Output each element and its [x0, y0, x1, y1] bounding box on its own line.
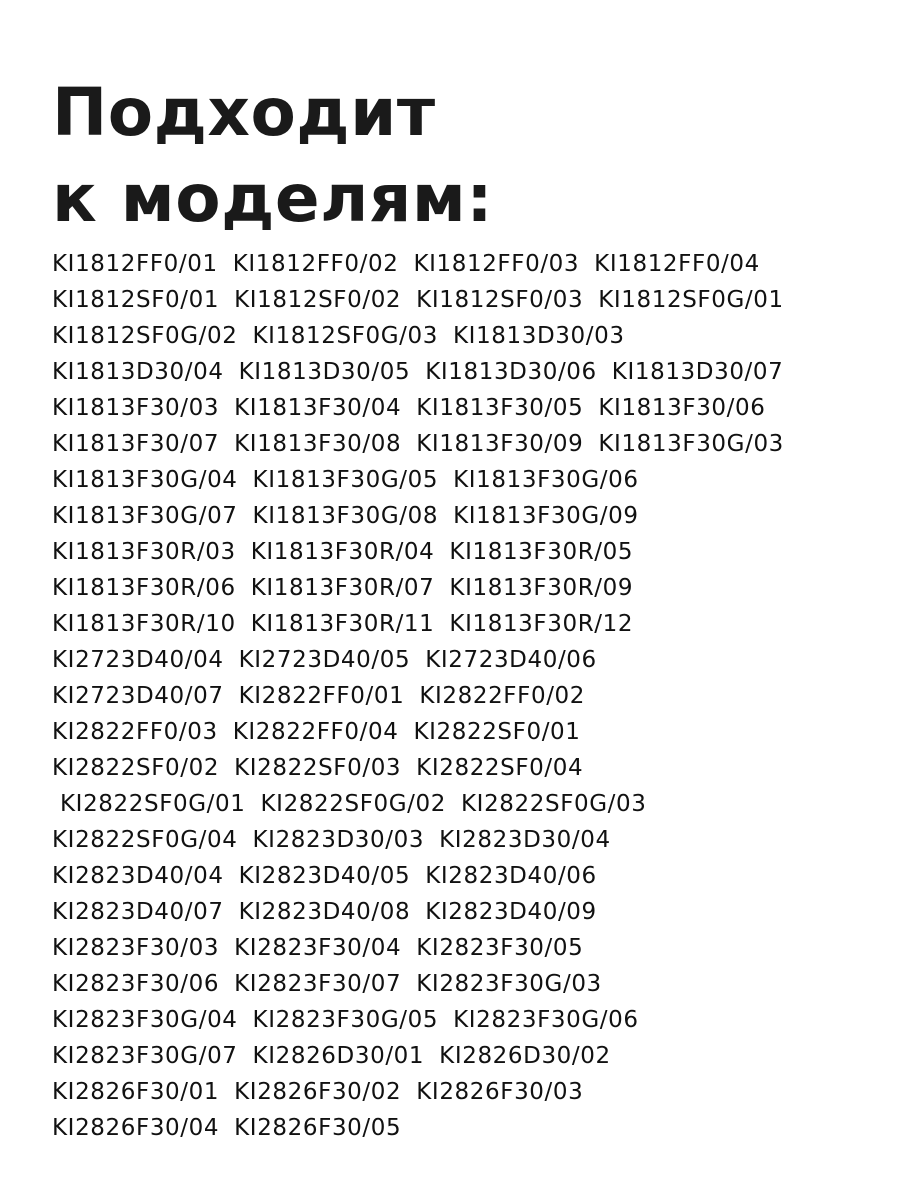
model-code: KI2822SF0G/02	[260, 791, 446, 817]
model-code: KI2823D40/05	[238, 863, 411, 889]
model-list-line	[52, 642, 892, 678]
model-code: KI2822SF0/01	[413, 719, 581, 745]
model-list-line	[52, 858, 892, 894]
model-list-line	[52, 570, 892, 606]
model-code: KI1813F30R/05	[449, 539, 634, 565]
model-code: KI2823F30G/04	[52, 1007, 238, 1033]
model-code: KI2822SF0/03	[234, 755, 402, 781]
model-code: KI2826F30/03	[416, 1079, 584, 1105]
model-code: KI1812FF0/03	[413, 251, 580, 277]
model-code: KI2826F30/01	[52, 1079, 220, 1105]
model-code: KI2822SF0/04	[416, 755, 584, 781]
model-code: KI2822SF0G/04	[52, 827, 238, 853]
model-code: KI1813F30R/12	[449, 611, 634, 637]
model-code: KI1812FF0/01	[52, 251, 218, 277]
model-list-line	[52, 1110, 892, 1146]
model-code: KI1813F30G/03	[598, 431, 784, 457]
model-code: KI1813D30/05	[238, 359, 411, 385]
model-code: KI2822FF0/03	[52, 719, 218, 745]
model-code: KI1813F30/05	[416, 395, 584, 421]
model-code: KI2823F30/04	[234, 935, 402, 961]
model-code: KI1813F30R/11	[250, 611, 435, 637]
model-code: KI2823D40/06	[425, 863, 597, 889]
model-code: KI2823F30G/05	[252, 1007, 439, 1033]
model-code: KI2823F30G/07	[52, 1043, 238, 1069]
page-title	[52, 70, 493, 242]
title-line-1: Подходит	[52, 74, 436, 151]
model-code: KI1813F30G/06	[453, 467, 639, 493]
model-list-line	[52, 822, 892, 858]
model-code: KI1813F30G/09	[453, 503, 639, 529]
model-code: KI1812FF0/02	[232, 251, 399, 277]
model-list-line	[52, 678, 892, 714]
model-list	[52, 246, 892, 1146]
model-list-line	[52, 714, 892, 750]
title-line-2: к моделям:	[52, 160, 494, 237]
model-code: KI2823D40/07	[52, 899, 224, 925]
model-code: KI2826F30/05	[234, 1115, 402, 1141]
model-code: KI2823F30/07	[234, 971, 402, 997]
model-list-line	[52, 426, 892, 462]
model-list-line	[52, 750, 892, 786]
model-code: KI1813F30G/07	[52, 503, 238, 529]
model-code: KI1813F30/04	[234, 395, 402, 421]
model-code: KI1813F30R/06	[52, 575, 236, 601]
model-list-line	[52, 930, 892, 966]
model-code: KI2823F30/03	[52, 935, 220, 961]
model-code: KI2822SF0G/01	[60, 791, 246, 817]
model-code: KI2823D40/08	[238, 899, 411, 925]
model-code: KI1813D30/07	[611, 359, 784, 385]
model-code: KI2826F30/02	[234, 1079, 402, 1105]
model-code: KI2826F30/04	[52, 1115, 220, 1141]
model-code: KI2723D40/07	[52, 683, 224, 709]
model-code: KI2826D30/02	[439, 1043, 611, 1069]
model-code: KI1812SF0/02	[234, 287, 402, 313]
model-code: KI1812SF0/01	[52, 287, 220, 313]
model-code: KI1813F30G/05	[252, 467, 439, 493]
model-code: KI2822FF0/01	[238, 683, 405, 709]
model-code: KI2823D40/09	[425, 899, 597, 925]
model-code: KI1813F30/06	[598, 395, 766, 421]
model-code: KI1813F30/03	[52, 395, 220, 421]
model-code: KI2823D30/04	[439, 827, 611, 853]
model-code: KI1813D30/04	[52, 359, 224, 385]
model-list-line	[52, 1074, 892, 1110]
model-list-line	[52, 606, 892, 642]
model-list-line	[52, 498, 892, 534]
model-list-line	[52, 966, 892, 1002]
model-code: KI1813F30G/08	[252, 503, 439, 529]
model-code: KI2822SF0G/03	[461, 791, 647, 817]
model-code: KI2826D30/01	[252, 1043, 425, 1069]
model-list-line	[52, 462, 892, 498]
model-list-line	[52, 786, 892, 822]
model-code: KI2823F30G/03	[416, 971, 602, 997]
model-code: KI1812FF0/04	[594, 251, 760, 277]
model-list-line	[52, 390, 892, 426]
model-code: KI1812SF0G/02	[52, 323, 238, 349]
model-list-line	[52, 534, 892, 570]
model-code: KI1812SF0G/03	[252, 323, 438, 349]
model-code: KI1813F30G/04	[52, 467, 238, 493]
model-code: KI2823F30/05	[416, 935, 584, 961]
model-code: KI2823F30G/06	[453, 1007, 639, 1033]
model-code: KI2823D40/04	[52, 863, 224, 889]
model-code: KI1813F30R/04	[250, 539, 435, 565]
model-code: KI1813D30/03	[453, 323, 625, 349]
model-code: KI2822FF0/04	[232, 719, 399, 745]
model-list-line	[52, 354, 892, 390]
model-code: KI2822SF0/02	[52, 755, 220, 781]
model-list-line	[52, 246, 892, 282]
model-code: KI2823D30/03	[252, 827, 425, 853]
model-code: KI2823F30/06	[52, 971, 220, 997]
model-code: KI1813F30R/09	[449, 575, 634, 601]
model-code: KI1813F30/07	[52, 431, 220, 457]
model-list-line	[52, 318, 892, 354]
model-list-line	[52, 282, 892, 318]
model-code: KI2723D40/04	[52, 647, 224, 673]
model-list-line	[52, 894, 892, 930]
model-code: KI2723D40/06	[425, 647, 597, 673]
model-code: KI1812SF0/03	[416, 287, 584, 313]
model-code: KI1813F30/08	[234, 431, 402, 457]
model-code: KI1813D30/06	[425, 359, 597, 385]
model-code: KI2723D40/05	[238, 647, 411, 673]
model-code: KI1812SF0G/01	[598, 287, 784, 313]
model-code: KI2822FF0/02	[419, 683, 586, 709]
model-list-line	[52, 1038, 892, 1074]
model-code: KI1813F30/09	[416, 431, 584, 457]
model-list-line	[52, 1002, 892, 1038]
model-code: KI1813F30R/03	[52, 539, 236, 565]
model-code: KI1813F30R/07	[250, 575, 435, 601]
model-code: KI1813F30R/10	[52, 611, 236, 637]
